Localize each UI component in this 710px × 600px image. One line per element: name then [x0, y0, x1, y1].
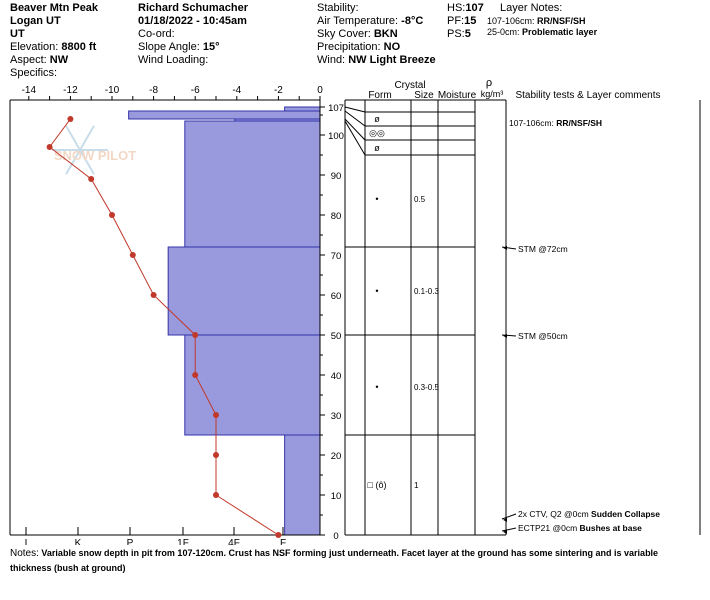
- height-tick-label: 100: [328, 131, 344, 142]
- temp-tick-label: -12: [63, 85, 78, 96]
- aspect-label: Aspect:: [10, 54, 47, 66]
- elevation-label: Elevation:: [10, 41, 59, 53]
- layer-notes-title: Layer Notes:: [500, 2, 563, 14]
- hardness-tick-label: 4F: [228, 538, 240, 545]
- moisture-header: Moisture: [437, 90, 477, 101]
- snowpilot-watermark: [52, 126, 136, 174]
- sky-value: BKN: [373, 28, 398, 40]
- temperature-point: [192, 372, 198, 378]
- layer-note-1-text: RR/NSF/SH: [537, 16, 586, 26]
- hardness-layer-bar: [285, 435, 320, 535]
- height-tick-label: 60: [330, 291, 342, 302]
- precip-value: NO: [383, 41, 401, 53]
- obs-datetime: 01/18/2022 - 10:45am: [138, 15, 247, 27]
- temp-tick-label: -10: [104, 85, 120, 96]
- density-header: kg/m³: [480, 89, 504, 99]
- layer-comment: 107-106cm: RR/NSF/SH: [509, 118, 603, 128]
- temperature-point: [213, 492, 219, 498]
- height-tick-label: 70: [330, 251, 342, 262]
- temperature-point: [130, 252, 136, 258]
- grain-size-value: 1: [414, 481, 419, 490]
- crystal-header: Crystal: [394, 80, 426, 91]
- layer-note-2-text: Problematic layer: [522, 27, 598, 37]
- temp-tick-label: -8: [149, 85, 159, 96]
- grain-form-icon: •: [375, 382, 379, 392]
- layer-connector-line: [345, 111, 365, 126]
- height-tick-label: 0: [333, 531, 339, 542]
- hardness-tick-label: P: [126, 538, 134, 545]
- height-tick-label: 90: [330, 171, 342, 182]
- grain-table: [345, 100, 700, 535]
- temp-tick-label: -4: [232, 85, 242, 96]
- location-name: Beaver Mtn Peak: [10, 2, 99, 14]
- air-temp-label: Air Temperature:: [317, 15, 399, 27]
- hardness-tick-label: 1F: [177, 538, 189, 545]
- stability-test-text: STM @72cm: [518, 244, 568, 254]
- rho-header: ρ: [485, 77, 493, 89]
- stability-label: Stability:: [317, 2, 359, 14]
- temperature-point: [88, 176, 94, 182]
- hardness-layer-bar: [285, 107, 320, 111]
- grain-form-icon: •: [375, 194, 379, 204]
- hardness-tick-label: K: [74, 538, 82, 545]
- precip-label: Precipitation:: [317, 41, 381, 53]
- height-tick-label: 50: [330, 331, 342, 342]
- observer-name: Richard Schumacher: [138, 2, 249, 14]
- wind-label: Wind:: [317, 54, 346, 66]
- grain-size-value: 0.3-0.5: [414, 383, 439, 392]
- arrow-icon: ◂: [503, 527, 508, 536]
- form-header: Form: [368, 90, 392, 101]
- height-tick-label: 40: [330, 371, 342, 382]
- layer-comment-bold: RR/NSF/SH: [556, 118, 603, 128]
- grain-form-icon: ø: [374, 114, 380, 124]
- hardness-layer-bar: [168, 247, 320, 335]
- temperature-point: [47, 144, 53, 150]
- pf-label: PF:: [447, 15, 465, 27]
- temperature-point: [213, 412, 219, 418]
- temp-tick-label: -14: [21, 85, 37, 96]
- stability-test-text: 2x CTV, Q2 @0cm Sudden Collapse: [518, 509, 660, 519]
- slope-label: Slope Angle:: [138, 41, 200, 53]
- notes-label: Notes:: [10, 548, 39, 559]
- hardness-tick-label: F: [279, 538, 287, 545]
- height-tick-label: 30: [330, 411, 342, 422]
- hardness-bars: [129, 107, 320, 535]
- hs-label: HS:: [447, 2, 466, 14]
- grain-size-value: 0.1-0.3: [414, 287, 439, 296]
- layer-note-2-range: 25-0cm:: [487, 27, 520, 37]
- arrow-icon: ◂: [503, 243, 508, 252]
- aspect-value: NW: [49, 54, 69, 66]
- air-temp-value: -8°C: [401, 15, 424, 27]
- grain-form-icon: ◎◎: [369, 128, 385, 138]
- ps-label: PS:: [447, 28, 465, 40]
- arrow-icon: ◂: [503, 515, 508, 524]
- notes: [10, 546, 700, 575]
- temp-tick-label: -2: [273, 85, 283, 96]
- slope-value: 15°: [202, 41, 220, 53]
- temp-tick-label: -6: [190, 85, 200, 96]
- grain-form-icon: ø: [374, 143, 380, 153]
- snowflake-arm-icon: [80, 126, 94, 150]
- layer-connector-line: [345, 119, 365, 140]
- stability-header: Stability tests & Layer comments: [515, 90, 661, 101]
- layer-connector-line: [345, 121, 365, 155]
- coord-label: Co-ord:: [138, 28, 175, 40]
- stability-test-text: STM @50cm: [518, 331, 568, 341]
- layer-note-1-range: 107-106cm:: [487, 16, 535, 26]
- hardness-layer-bar: [185, 335, 320, 435]
- height-tick-label: 107: [328, 103, 344, 114]
- temperature-point: [192, 332, 198, 338]
- grain-form-icon: •: [375, 286, 379, 296]
- notes-text: Variable snow depth in pit from 107-120cm. Crust has NSF forming just underneath. Facet layer at the ground has some sintering and is variable thickness (bush at ground): [10, 548, 659, 573]
- sky-label: Sky Cover:: [317, 28, 371, 40]
- temp-tick-label: 0: [317, 85, 323, 96]
- height-tick-label: 80: [330, 211, 342, 222]
- region-name: Logan UT: [10, 15, 61, 27]
- stability-test-bold: Bushes at base: [579, 523, 642, 533]
- elevation-value: 8800 ft: [61, 41, 97, 53]
- hardness-layer-bar: [185, 121, 320, 247]
- size-header: Size: [414, 90, 434, 101]
- pf-value: 15: [464, 15, 477, 27]
- temperature-point: [213, 452, 219, 458]
- specifics-label: Specifics:: [10, 67, 58, 79]
- arrow-icon: ◂: [503, 331, 508, 340]
- hs-value: 107: [465, 2, 484, 14]
- wind-loading-label: Wind Loading:: [138, 54, 209, 66]
- grain-form-icon: □ (ô): [367, 480, 387, 490]
- temperature-point: [109, 212, 115, 218]
- hardness-layer-bar: [129, 111, 320, 119]
- height-tick-label: 10: [330, 491, 342, 502]
- hardness-tick-label: I: [24, 538, 28, 545]
- watermark-text: SNOW PILOT: [53, 148, 137, 163]
- temperature-point: [67, 116, 73, 122]
- height-tick-label: 20: [330, 451, 342, 462]
- grain-size-value: 0.5: [414, 195, 426, 204]
- stability-test-bold: Sudden Collapse: [591, 509, 660, 519]
- layer-connector-line: [345, 107, 365, 112]
- temperature-point: [151, 292, 157, 298]
- stability-test-text: ECTP21 @0cm Bushes at base: [518, 523, 642, 533]
- ps-value: 5: [464, 28, 471, 40]
- wind-value: NW Light Breeze: [348, 54, 436, 66]
- state-name: UT: [10, 28, 25, 40]
- snowflake-arm-icon: [66, 126, 80, 150]
